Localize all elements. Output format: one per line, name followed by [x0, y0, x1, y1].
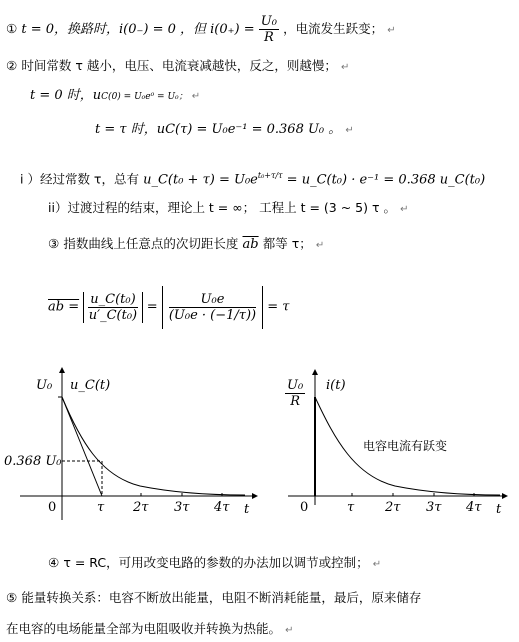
item-5-line-2 [6, 621, 294, 639]
right-tick-label-tau: τ [347, 500, 355, 515]
return-mark: ↵ [345, 125, 354, 136]
sub-i-exponent: t₀+τ/τ [257, 171, 283, 180]
frac-1-num: u_C(t₀) [90, 292, 136, 307]
item-4-line [48, 555, 381, 573]
return-mark: ↵ [372, 559, 382, 570]
return-mark: ↵ [387, 25, 396, 36]
frac-1-den: u′_C(t₀) [88, 308, 138, 323]
formula-ttau-math: C(τ) = U₀e⁻¹ = 0.368 U₀ 。 [165, 122, 342, 137]
right-annotation: 电容电流有跃变 [363, 439, 448, 453]
left-xlabel: t [244, 502, 250, 517]
return-mark: ↵ [340, 62, 350, 73]
right-xlabel: t [496, 502, 502, 517]
left-chart [20, 370, 255, 520]
item-4-marker: ④ [48, 555, 60, 570]
left-decay-curve [62, 397, 245, 495]
sub-i-text: i ）经过常数 τ，总有 [20, 171, 139, 187]
left-origin-label: 0 [48, 500, 57, 515]
item-3-text: 指数曲线上任意点的次切距长度 [63, 236, 239, 251]
item-5-line [6, 590, 421, 607]
item-5-text: 能量转换关系：电容不断放出能量，电阻不断消耗能量，最后，原来储存 [21, 590, 422, 605]
item-1-marker: ① [6, 21, 18, 36]
right-ylabel-frac [285, 378, 305, 409]
left-tick-label-4tau: 4τ [214, 500, 230, 515]
left-tick-label-tau: τ [97, 500, 105, 515]
formula-t0-math: C(0) = U₀e⁰ = U₀； [101, 92, 188, 102]
right-ylabel-i: i(t) [326, 378, 346, 393]
right-ylabel-den: R [290, 394, 300, 409]
item-1-tail: ，电流发生跃变； [283, 21, 384, 36]
formula-eq: = [146, 299, 158, 315]
frac-2-den: (U₀e · (−1/τ)) [168, 308, 257, 323]
right-ylabel-num: U₀ [287, 378, 304, 393]
left-tick-label-2tau: 2τ [133, 500, 149, 515]
formula-lhs: ab = [48, 299, 80, 315]
left-0368-label: 0.368 U₀ [4, 454, 62, 469]
item-1-text: t = 0，换路时，i(0₋) = 0 ，但 i(0₊) = [21, 22, 255, 37]
return-mark: ↵ [400, 204, 409, 215]
item-1-frac-den: R [263, 30, 274, 45]
item-5-text-2: 在电容的电场能量全部为电阻吸收并转换为热能。 [6, 621, 282, 636]
item-3-tail: 都等 τ； [262, 236, 312, 251]
item-3-ab: $\overline{ab}$ [242, 237, 259, 252]
formula-ttau-text: t = τ 时，u [95, 122, 166, 137]
right-tick-label-4tau: 4τ [466, 500, 482, 515]
right-origin-label: 0 [300, 500, 309, 515]
right-tick-label-3tau: 3τ [426, 500, 442, 515]
formula-tail: = τ [267, 299, 290, 315]
item-5-marker: ⑤ [6, 590, 18, 605]
left-ylabel-uc: u_C(t) [70, 378, 111, 393]
item-2-text: 时间常数 τ 越小，电压、电流衰减越快，反之，则越慢； [21, 58, 337, 73]
sub-ii-text: ii）过渡过程的结束，理论上 t = ∞； 工程上 t = (3 ~ 5) τ 。 [48, 200, 396, 215]
left-ylabel-u0: U₀ [36, 378, 53, 393]
return-mark: ↵ [191, 91, 201, 102]
right-tick-label-2tau: 2τ [385, 500, 401, 515]
sub-i-tail: = u_C(t₀) · e⁻¹ = 0.368 u_C(t₀) [286, 172, 486, 188]
return-mark: ↵ [315, 240, 325, 251]
item-4-text: τ = RC，可用改变电路的参数的办法加以调节或控制； [63, 555, 369, 570]
formula-t0-text: t = 0 时，u [30, 88, 102, 103]
item-3-marker: ③ [48, 236, 60, 251]
item-2-marker: ② [6, 58, 18, 73]
left-tangent-line [62, 397, 102, 496]
left-tick-label-3tau: 3τ [174, 500, 190, 515]
return-mark: ↵ [285, 625, 294, 636]
frac-2-num: U₀e [169, 292, 256, 308]
item-1-frac-num: U₀ [260, 14, 277, 29]
sub-i-math: u_C(t₀ + τ) = U₀e [143, 172, 258, 188]
